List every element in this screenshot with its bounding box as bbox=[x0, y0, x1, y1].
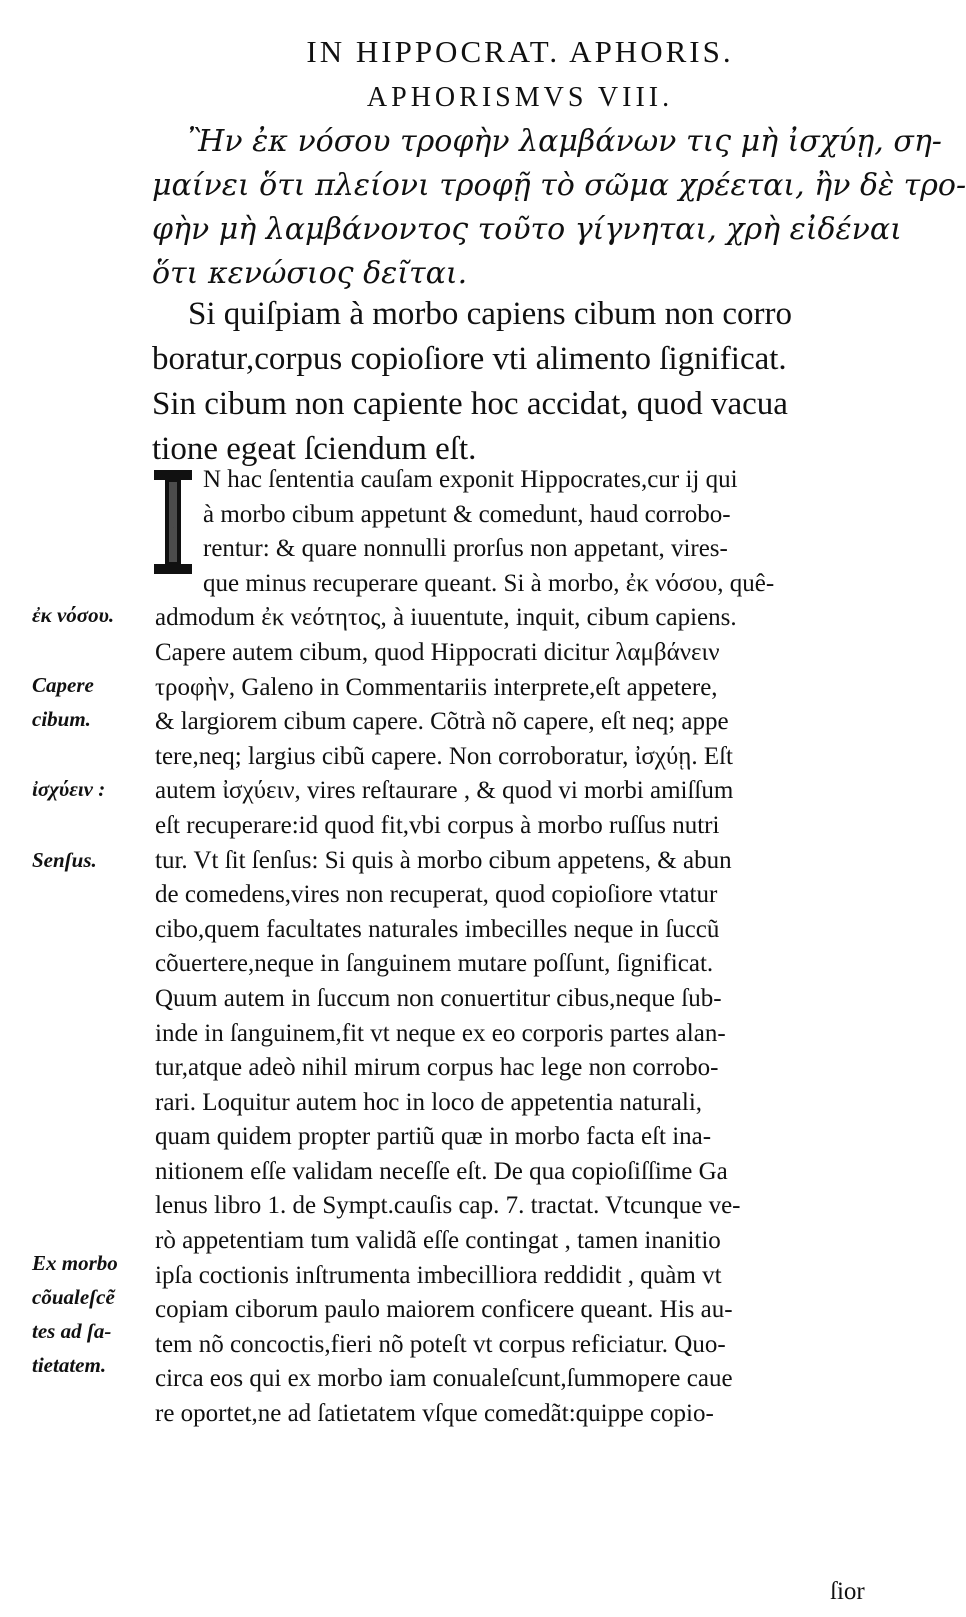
commentary-line: tur. Vt ſit ſenſus: Si quis à morbo cibum appetens, & abun bbox=[155, 846, 732, 874]
latin-line: tione egeat ſciendum eſt. bbox=[152, 431, 477, 467]
commentary-line: tem nõ concoctis,fieri nõ poteſt vt corpus reficiatur. Quo- bbox=[155, 1330, 726, 1358]
margin-note-line: cõualeſcẽ bbox=[32, 1285, 115, 1309]
commentary-line: cõuertere,neque in ſanguinem mutare poſſunt, ſignificat. bbox=[155, 950, 714, 978]
commentary-line: cibo,quem facultates naturales imbecilles neque in ſuccũ bbox=[155, 915, 720, 943]
commentary-line: inde in ſanguinem,fit vt neque ex eo corporis partes alan- bbox=[155, 1019, 726, 1047]
latin-line: Sin cibum non capiente hoc accidat, quod vacua bbox=[152, 386, 788, 422]
margin-note-line: Capere bbox=[32, 673, 94, 697]
commentary-line: tere,neq; largius cibũ capere. Non corroboratur, ἰσχύῃ. Eſt bbox=[155, 742, 734, 770]
latin-aphorism bbox=[152, 292, 892, 472]
running-head: IN HIPPOCRAT. APHORIS. bbox=[306, 34, 734, 69]
commentary-line: eſt recuperare:id quod fit,vbi corpus à morbo ruſſus nutri bbox=[155, 811, 720, 839]
greek-line: ὅτι κενώσιος δεῖται. bbox=[152, 256, 468, 291]
commentary-line: admodum ἐκ νεότητος, à iuuentute, inquit, cibum capiens. bbox=[155, 604, 737, 632]
margin-note-line: cibum. bbox=[32, 707, 91, 731]
drop-cap-letter: I bbox=[173, 528, 174, 529]
commentary-line: N hac ſententia cauſam exponit Hippocrates,cur ij qui bbox=[203, 466, 738, 493]
commentary-line: ipſa coctionis inſtrumenta imbecilliora reddidit , quàm vt bbox=[155, 1261, 722, 1289]
margin-note-line: Senſus. bbox=[32, 848, 97, 872]
commentary-line: τροφὴν, Galeno in Commentariis interprete,eſt appetere, bbox=[155, 673, 718, 701]
commentary-line: circa eos qui ex morbo iam conualeſcunt,ſummopere caue bbox=[155, 1365, 733, 1393]
margin-note-sensus bbox=[32, 843, 150, 877]
greek-line: φὴν μὴ λαμβάνοντος τοῦτο γίγνηται, χρὴ εἰδέναι bbox=[152, 212, 902, 247]
margin-note-line: tietatem. bbox=[32, 1353, 107, 1377]
margin-note-ischyein bbox=[32, 772, 150, 806]
commentary-line: de comedens,vires non recuperat, quod copioſiore vtatur bbox=[155, 881, 718, 909]
commentary bbox=[155, 463, 890, 1432]
commentary-line: re oportet,ne ad ſatietatem vſque comedãt:quippe copio- bbox=[155, 1400, 714, 1428]
greek-aphorism bbox=[152, 120, 966, 296]
margin-note-ek-nosou bbox=[32, 598, 150, 632]
latin-line: Si quiſpiam à morbo capiens cibum non corro bbox=[188, 296, 792, 332]
commentary-line: rentur: & quare nonnulli prorſus non appetant, vires- bbox=[203, 535, 728, 563]
catchword: ſior bbox=[830, 1578, 865, 1605]
greek-line: Ἢν ἐκ νόσου τροφὴν λαμβάνων τις μὴ ἰσχύῃ, ση- bbox=[188, 124, 942, 159]
greek-line: μαίνει ὅτι πλείονι τροφῇ τὸ σῶμα χρέεται, ἢν δὲ τρο- bbox=[152, 168, 966, 203]
commentary-line: autem ἰσχύειν, vires reſtaurare , & quod vi morbi amiſſum bbox=[155, 777, 734, 805]
margin-note-line: tes ad ſa- bbox=[32, 1319, 112, 1343]
latin-line: boratur,corpus copioſiore vti alimento ſignificat. bbox=[152, 341, 787, 377]
commentary-line: nitionem eſſe validam neceſſe eſt. De qua copioſiſſime Ga bbox=[155, 1157, 728, 1185]
margin-note-line: ἰσχύειν : bbox=[32, 777, 106, 801]
margin-note-ex-morbo bbox=[32, 1246, 150, 1382]
commentary-line: copiam ciborum paulo maiorem conficere queant. His au- bbox=[155, 1296, 733, 1324]
commentary-line: Quum autem in ſuccum non conuertitur cibus,neque ſub- bbox=[155, 984, 722, 1012]
commentary-line: lenus libro 1. de Sympt.cauſis cap. 7. tractat. Vtcunque ve- bbox=[155, 1192, 741, 1220]
commentary-line: Capere autem cibum, quod Hippocrati dicitur λαμβάνειν bbox=[155, 638, 720, 666]
commentary-line: tur,atque adeò nihil mirum corpus hac lege non corrobo- bbox=[155, 1054, 719, 1082]
margin-note-line: ἐκ νόσου. bbox=[32, 603, 115, 627]
commentary-line: quam quidem propter partiũ quæ in morbo facta eſt ina- bbox=[155, 1123, 712, 1151]
margin-note-line: Ex morbo bbox=[32, 1251, 118, 1275]
aphorism-title: APHORISMVS VIII. bbox=[366, 82, 674, 113]
margin-note-capere-cibum bbox=[32, 668, 150, 736]
commentary-line: que minus recuperare queant. Si à morbo, ἐκ νόσου, quê- bbox=[203, 569, 775, 597]
commentary-line: rari. Loquitur autem hoc in loco de appetentia naturali, bbox=[155, 1088, 703, 1116]
commentary-line: & largiorem cibum capere. Cõtrà nõ capere, eſt neq; appe bbox=[155, 708, 729, 736]
commentary-line: à morbo cibum appetunt & comedunt, haud corrobo- bbox=[203, 500, 731, 528]
commentary-line: rò appetentiam tum validã eſſe contingat , tamen inanitio bbox=[155, 1227, 721, 1255]
